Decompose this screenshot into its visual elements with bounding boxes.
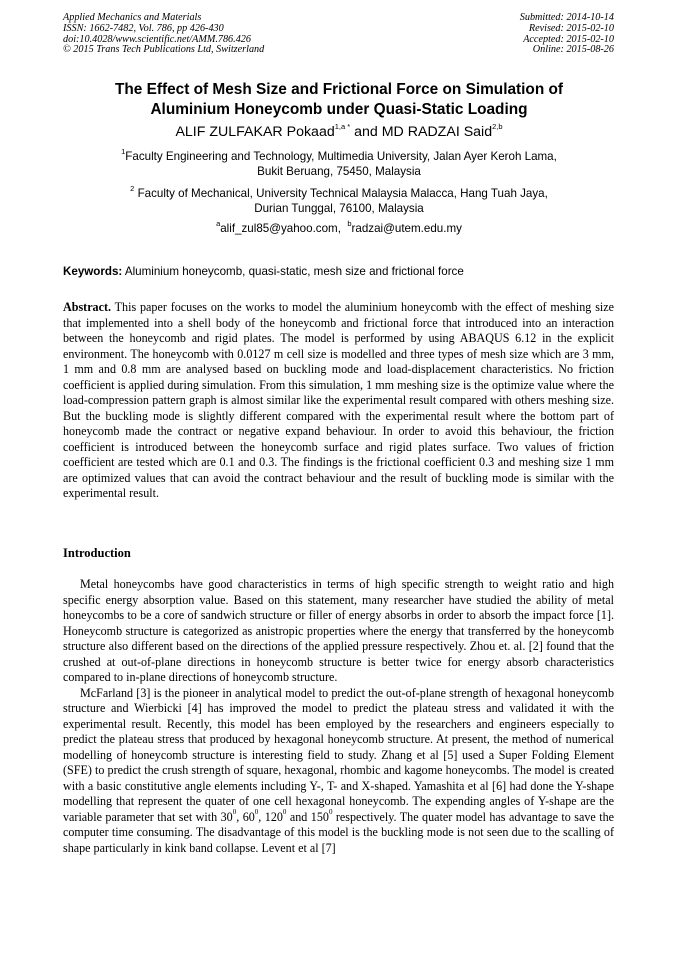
paper-title (40, 80, 638, 119)
email-sup: b (347, 219, 352, 229)
journal-header (63, 13, 264, 56)
author-affiliation-sup: 2,b (492, 122, 503, 132)
date-online: Online: 2015-08-26 (532, 44, 614, 56)
keywords-text: Aluminium honeycomb, quasi-static, mesh size and frictional force (122, 265, 464, 278)
paragraph: Metal honeycombs have good characteristics in terms of high specific strength to weight ratio and high specific energy absorption value. Based on this statement, many researcher have studied the ability of metal honeycombs to be a core of sandwich structure or filler of energy absorbs in order to absorb the impact force [1]. Honeycomb structure is categorized as anistropic properties where the energy that transferred by the honeycomb structure also different based on the directions of the applied pressure respectively. Zhou et. al. [2] found that the crushed at out-of-plane directions in honeycomb structure is better twice for energy absorb characteristics compared to in-plane directions of honeycomb structure. (63, 577, 614, 684)
abstract (63, 300, 614, 502)
author-emails (40, 221, 638, 236)
journal-doi: doi:10.4028/www.scientific.net/AMM.786.426 (63, 33, 251, 45)
journal-issn: ISSN: 1662-7482, Vol. 786, pp 426-430 (63, 22, 224, 34)
date-submitted: Submitted: 2014-10-14 (519, 12, 614, 23)
affiliation-2 (40, 186, 638, 216)
affiliation-text: Bukit Beruang, 75450, Malaysia (257, 165, 421, 179)
affiliation-text: Faculty of Mechanical, University Technical Malaysia Malacca, Hang Tuah Jaya, (134, 187, 548, 200)
date-revised: Revised: 2015-02-10 (528, 22, 614, 34)
paragraph: McFarland [3] is the pioneer in analytical model to predict the out-of-plane strength of hexagonal honeycomb structure and Wierbicki [4] has improved the model to predict the plateau stress and validated it with the experimental result. Recently, this model has been employed by the researchers and engineers especially to predict the plateau stress that produced by hexagonal honeycomb structure. At present, the method of numerical modelling of honeycomb structure is interesting field to study. Zhang et al [5] used a Super Folding Element (SFE) to predict the crush strength of square, hexagonal, rhombic and kagome honeycombs. The model is created with a basic constitutive angle elements including Y-, T- and X-shaped. Yamashita et al [6] had done the Y-shape modelling that represent the quater of one cell hexagonal honeycomb. The expending angles of Y-shape are the variable parameter that set with $30^0$, $60^0$, $120^0$ and $150^0$ respectively. The quater model has advantage to save the computer time consuming. The disadvantage of this model is the buckling mode is not seen due to the scalling of shape particularly in kink band collapse. Levent et al [7] (63, 685, 615, 855)
abstract-label: Abstract. (63, 300, 112, 314)
journal-copyright: © 2015 Trans Tech Publications Ltd, Switzerland (63, 44, 265, 56)
email-sup: a (216, 219, 221, 229)
keywords (63, 264, 623, 279)
email-link[interactable]: alif_zul85@yahoo.com, (220, 222, 341, 235)
affiliation-text: Durian Tunggal, 76100, Malaysia (254, 202, 424, 216)
author-name: ALIF ZULFAKAR Pokaad (175, 124, 335, 140)
submission-dates (520, 13, 614, 56)
affiliation-sup: 2 (130, 184, 135, 194)
title-line: Aluminium Honeycomb under Quasi-Static Loading (150, 100, 528, 118)
author-name: and MD RADZAI Said (350, 124, 493, 140)
email-link[interactable]: radzai@utem.edu.my (351, 222, 462, 235)
journal-name: Applied Mechanics and Materials (63, 12, 202, 23)
title-line: The Effect of Mesh Size and Frictional Force on Simulation of (114, 81, 564, 98)
date-accepted: Accepted: 2015-02-10 (523, 33, 614, 45)
section-heading-introduction: Introduction (63, 546, 131, 560)
affiliation-sup: 1 (121, 147, 126, 157)
introduction-body (63, 577, 614, 856)
affiliation-text: Faculty Engineering and Technology, Multimedia University, Jalan Ayer Keroh Lama, (125, 150, 557, 163)
affiliation-1 (40, 149, 638, 179)
author-list (40, 123, 638, 141)
keywords-label: Keywords: (63, 265, 123, 278)
author-affiliation-sup: 1,a * (334, 122, 351, 132)
abstract-text: This paper focuses on the works to model the aluminium honeycomb with the effect of meshing size that implemented into a shell body of the honeycomb and frictional force that introduced into an interaction between the honeycomb and rigid plates. The model is performed by using ABAQUS 6.12 in the explicit environment. The honeycomb with 0.0127 m cell size is modelled and three types of mesh size which are 3 mm, 1 mm and 0.8 mm are analysed based on buckling mode and load-displacement characteristics. No friction coefficient is applied during simulation. From this simulation, 1 mm meshing size is the optimize value where the load-compression pattern graph is almost similar like the experimental result compared with others meshing size. But the buckling mode is slightly different compared with the experimental result where the bottom part of honeycomb made the contract or negative expand behaviour. In order to avoid this behaviour, the friction coefficient is introduced between the honeycomb surface and rigid plates surface. Two values of friction coefficient are tested which are 0.1 and 0.3. The findings is the frictional coefficient 0.3 and meshing size 1 mm are optimized values that can avoid the contract behaviour and the result of buckling mode is similar with the experimental result. (63, 300, 614, 500)
